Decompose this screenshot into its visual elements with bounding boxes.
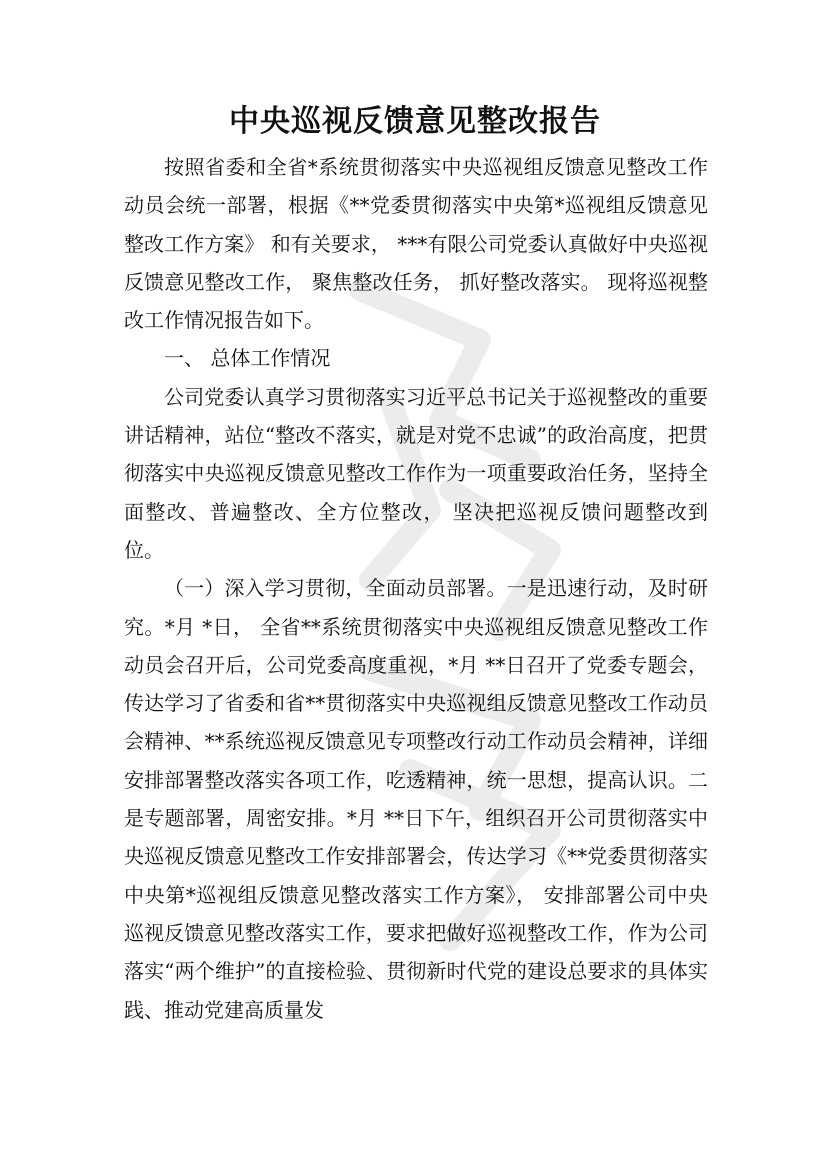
study-deploy-paragraph: （一）深入学习贯彻，全面动员部署。一是迅速行动，及时研究。*月 *日， 全省**系统贯彻落实中央巡视组反馈意见整改工作动员会召开后，公司党委高度重视，*月 **日召开了党委专题会，传达学习了省委和省**贯彻落实中央巡视组反馈意见整改工作动员会精神、**系统巡视反馈意见专项整改行动工作动员会精神，详细安排部署整改落实各项工作，吃透精神，统一思想，提高认识。二是专题部署，周密安排。*月 **日下午，组织召开公司贯彻落实中央巡视反馈意见整改工作安排部署会，传达学习《**党委贯彻落实中央第*巡视组反馈意见整改落实工作方案》， 安排部署公司中央巡视反馈意见整改落实工作，要求把做好巡视整改工作，作为公司落实“两个维护”的直接检验、贯彻新时代党的建设总要求的具体实践、推动党建高质量发 [124,576,708,1022]
intro-paragraph: 按照省委和全省*系统贯彻落实中央巡视组反馈意见整改工作动员会统一部署，根据《**党委贯彻落实中央第*巡视组反馈意见整改工作方案》 和有关要求， ***有限公司党委认真做好中央巡视反馈意见整改工作， 聚焦整改任务， 抓好整改落实。 现将巡视整改工作情况报告如下。 [124,155,708,333]
overall-paragraph: 公司党委认真学习贯彻落实习近平总书记关于巡视整改的重要讲话精神，站位“整改不落实，就是对党不忠诚”的政治高度，把贯彻落实中央巡视反馈意见整改工作作为一项重要政治任务，坚持全面整改、普遍整改、全方位整改， 坚决把巡视反馈问题整改到位。 [124,384,708,562]
document-body [124,148,708,1029]
document-title: 中央巡视反馈意见整改报告 [229,104,601,139]
section-heading-overall: 一、 总体工作情况 [164,346,331,371]
